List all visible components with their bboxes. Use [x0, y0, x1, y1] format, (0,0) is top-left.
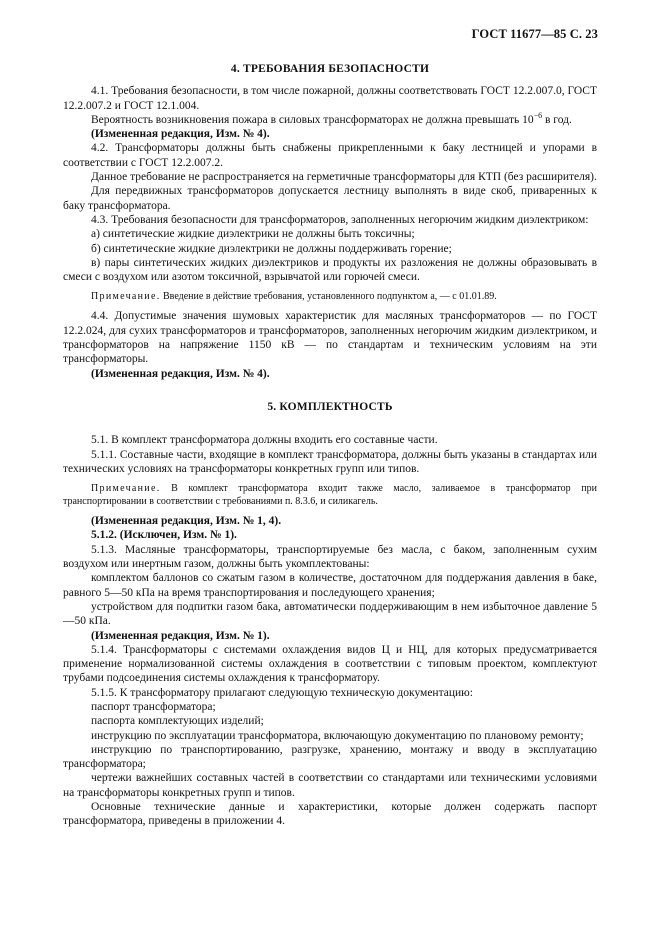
amendment-note: (Измененная редакция, Изм. № 4).	[91, 367, 270, 380]
note-label: Примечание.	[91, 291, 161, 303]
paragraph-fire-probability	[63, 113, 597, 127]
list-item-b: б) синтетические жидкие диэлектрики не должны поддерживать горение;	[91, 242, 452, 255]
note-text: В комплект трансформатора входит также масло, заливаемое в трансформатор при транспортировании в соответствии с требованиями п. 8.3.6, и силикагель.	[63, 483, 597, 508]
fire-probability-tail: в год.	[542, 113, 572, 126]
note-text: Введение в действие требования, установленного подпунктом а, — с 01.01.89.	[160, 291, 497, 303]
fire-probability-text: Вероятность возникновения пожара в силовых трансформаторах не должна превышать 10	[91, 113, 534, 126]
paragraph-5-1-2	[63, 528, 597, 542]
section-4-heading: 4. ТРЕБОВАНИЯ БЕЗОПАСНОСТИ	[230, 63, 430, 75]
paragraph-5-1-4: 5.1.4. Трансформаторы с системами охлаждения видов Ц и НЦ, для которых предусматривается применение нормализованной системы охлаждения в соответствии с типовым проектом, комплектуют трубами подсоединения системы охлаждения к трансформатору.	[63, 643, 597, 685]
paragraph-4-4: 4.4. Допустимые значения шумовых характеристик для масляных трансформаторов — по ГОСТ 12.2.024, для сухих трансформаторов и трансформаторов, заполненных негорючим жидким диэлектриком, и трансформаторов на напряжение 1150 кВ — по стандартам и техническим условиям на эти трансформаторы.	[63, 310, 597, 366]
amendment-note: (Измененная редакция, Изм. № 1).	[91, 629, 270, 642]
doc-item-transport-manual: инструкцию по транспортированию, разгрузке, хранению, монтажу и вводу в эксплуатацию трансформатора;	[63, 743, 597, 771]
paragraph-passport-data: Основные технические данные и характеристики, которые должен содержать паспорт трансформатора, приведены в приложении 4.	[63, 801, 597, 828]
note-5-1-1	[63, 482, 597, 508]
amendment-note: (Измененная редакция, Изм. № 1, 4).	[91, 515, 282, 528]
paragraph-5-1-5: 5.1.5. К трансформатору прилагают следующую техническую документацию:	[91, 686, 473, 699]
amendment-note: (Измененная редакция, Изм. № 4).	[91, 128, 270, 141]
paragraph-mobile-transformers: Для передвижных трансформаторов допускается лестницу выполнять в виде скоб, приваренных к баку трансформатора.	[63, 185, 597, 212]
paragraph-5-1-1: 5.1.1. Составные части, входящие в комплект трансформатора, должны быть указаны в стандартах или технических условиях на трансформаторы конкретных групп или типов.	[63, 448, 597, 475]
note-4-3	[63, 290, 597, 303]
doc-item-passport: паспорт трансформатора;	[91, 700, 216, 713]
list-item-v: в) пары синтетических жидких диэлектриков и продукты их разложения не должны образовывать в смеси с воздухом или азотом токсичной, взрывчатой или горючей смеси.	[63, 256, 597, 284]
exponent: −6	[533, 111, 543, 121]
paragraph-5-1-2-text: 5.1.2. (Исключен, Изм. № 1).	[91, 529, 237, 542]
paragraph-4-3: 4.3. Требования безопасности для трансформаторов, заполненных негорючим жидким диэлектриком:	[91, 213, 589, 226]
paragraph-5-1: 5.1. В комплект трансформатора должны входить его составные части.	[91, 434, 438, 447]
section-5-heading: 5. КОМПЛЕКТНОСТЬ	[267, 400, 393, 413]
note-label: Примечание.	[91, 483, 161, 495]
page-header: ГОСТ 11677—85 С. 23	[471, 27, 598, 41]
doc-item-operation-manual: инструкцию по эксплуатации трансформатора, включающую документацию по плановому ремонту;	[91, 729, 584, 742]
paragraph-4-1: 4.1. Требования безопасности, в том числе пожарной, должны соответствовать ГОСТ 12.2.007.0, ГОСТ 12.2.007.2 и ГОСТ 12.1.004.	[63, 85, 597, 112]
paragraph-gas-cylinders: комплектом баллонов со сжатым газом в количестве, достаточном для поддержания давления в баке, равного 5—50 кПа на время транспортирования и последующего хранения;	[63, 572, 597, 599]
paragraph-5-1-3: 5.1.3. Масляные трансформаторы, транспортируемые без масла, с баком, заполненным сухим воздухом или инертным газом, должны быть укомплектованы:	[63, 543, 597, 571]
page-content	[63, 62, 597, 829]
doc-item-component-passports: паспорта комплектующих изделий;	[91, 715, 264, 728]
doc-item-drawings: чертежи важнейших составных частей в соответствии со стандартами или техническими условиями на трансформаторы конкретных групп и типов.	[63, 772, 597, 799]
paragraph-ktp-exception: Данное требование не распространяется на герметичные трансформаторы для КТП (без расширителя).	[91, 171, 597, 184]
list-item-a: а) синтетические жидкие диэлектрики не должны быть токсичны;	[91, 228, 415, 241]
paragraph-4-2: 4.2. Трансформаторы должны быть снабжены прикрепленными к баку лестницей и упорами в соответствии с ГОСТ 12.2.007.2.	[63, 142, 597, 169]
paragraph-gas-device: устройством для подпитки газом бака, автоматически поддерживающим в нем избыточное давление 5—50 кПа.	[63, 600, 597, 628]
